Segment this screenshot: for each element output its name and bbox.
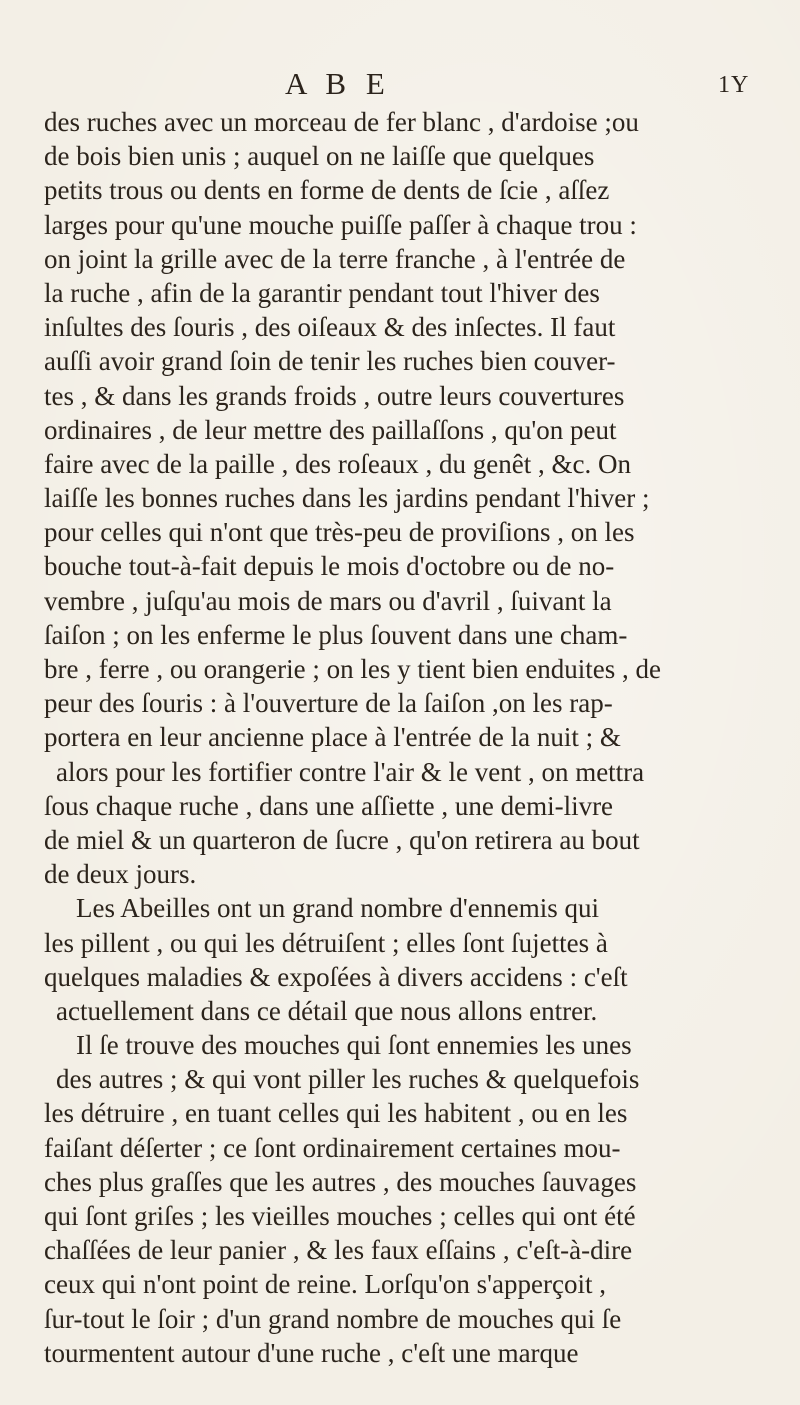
text-line: chaſſées de leur panier , & les faux eſſains , c'eſt-à-dire: [44, 1235, 633, 1266]
text-line: ceux qui n'ont point de reine. Lorſqu'on s'apperçoit ,: [44, 1269, 606, 1300]
text-line: inſultes des ſouris , des oiſeaux & des inſectes. Il faut: [44, 312, 616, 343]
text-line: tourmentent autour d'une ruche , c'eſt une marque: [44, 1337, 579, 1368]
text-line: laiſſe les bonnes ruches dans les jardins pendant l'hiver ;: [44, 483, 650, 514]
text-line: ſur-tout le ſoir ; d'un grand nombre de mouches qui ſe: [44, 1303, 622, 1334]
text-line: vembre , juſqu'au mois de mars ou d'avril , ſuivant la: [44, 585, 612, 616]
body-text: [44, 105, 769, 1370]
text-line: on joint la grille avec de la terre franche , à l'entrée de: [44, 243, 626, 274]
text-line: les détruire , en tuant celles qui les habitent , ou en les: [44, 1098, 628, 1129]
text-line: portera en leur ancienne place à l'entrée de la nuit ; &: [44, 722, 621, 753]
text-line: quelques maladies & expoſées à divers accidens : c'eſt: [44, 961, 628, 992]
text-line: ſaiſon ; on les enferme le plus ſouvent dans une cham-: [44, 619, 628, 650]
text-line: tes , & dans les grands froids , outre leurs couvertures: [44, 380, 625, 411]
text-line: auſſi avoir grand ſoin de tenir les ruches bien couver-: [44, 346, 616, 377]
text-line: ordinaires , de leur mettre des paillaſſons , qu'on peut: [44, 414, 617, 445]
page-number: 1Y: [718, 72, 750, 98]
text-line: les pillent , ou qui les détruiſent ; elles ſont ſujettes à: [44, 927, 608, 958]
text-line: de deux jours.: [44, 859, 197, 890]
text-line: alors pour les fortifier contre l'air & le vent , on mettra: [56, 756, 645, 787]
text-line: qui ſont griſes ; les vieilles mouches ; celles qui ont été: [44, 1201, 636, 1231]
text-line: des ruches avec un morceau de fer blanc , d'ardoise ;ou: [44, 107, 639, 137]
text-line: des autres ; & qui vont piller les ruches & quelquefois: [56, 1064, 640, 1095]
text-line: actuellement dans ce détail que nous allons entrer.: [56, 995, 598, 1026]
page-header: [0, 66, 800, 106]
text-line: faire avec de la paille , des roſeaux , du genêt , &c. On: [44, 448, 631, 479]
text-line: de miel & un quarteron de ſucre , qu'on retirera au bout: [44, 824, 640, 855]
text-line: peur des ſouris : à l'ouverture de la ſaiſon ,on les rap-: [44, 688, 613, 719]
running-head: A B E: [285, 66, 391, 101]
text-line: larges pour qu'une mouche puiſſe paſſer à chaque trou :: [44, 209, 637, 240]
text-line: ſous chaque ruche , dans une aſſiette , une demi-livre: [44, 790, 614, 821]
text-line: pour celles qui n'ont que très-peu de proviſions , on les: [44, 517, 635, 548]
paragraph-start-line: Les Abeilles ont un grand nombre d'ennemis qui: [76, 893, 600, 924]
text-line: de bois bien unis ; auquel on ne laiſſe que quelques: [44, 141, 595, 172]
text-line: petits trous ou dents en forme de dents de ſcie , aſſez: [44, 175, 610, 206]
text-line: bre , ferre , ou orangerie ; on les y tient bien enduites , de: [44, 654, 662, 684]
text-line: ches plus graſſes que les autres , des mouches ſauvages: [44, 1166, 637, 1197]
text-line: faiſant déſerter ; ce ſont ordinairement certaines mou-: [44, 1132, 621, 1163]
text-line: la ruche , afin de la garantir pendant tout l'hiver des: [44, 277, 600, 308]
paragraph-start-line: Il ſe trouve des mouches qui ſont ennemies les unes: [76, 1030, 632, 1061]
text-line: bouche tout-à-fait depuis le mois d'octobre ou de no-: [44, 551, 615, 582]
